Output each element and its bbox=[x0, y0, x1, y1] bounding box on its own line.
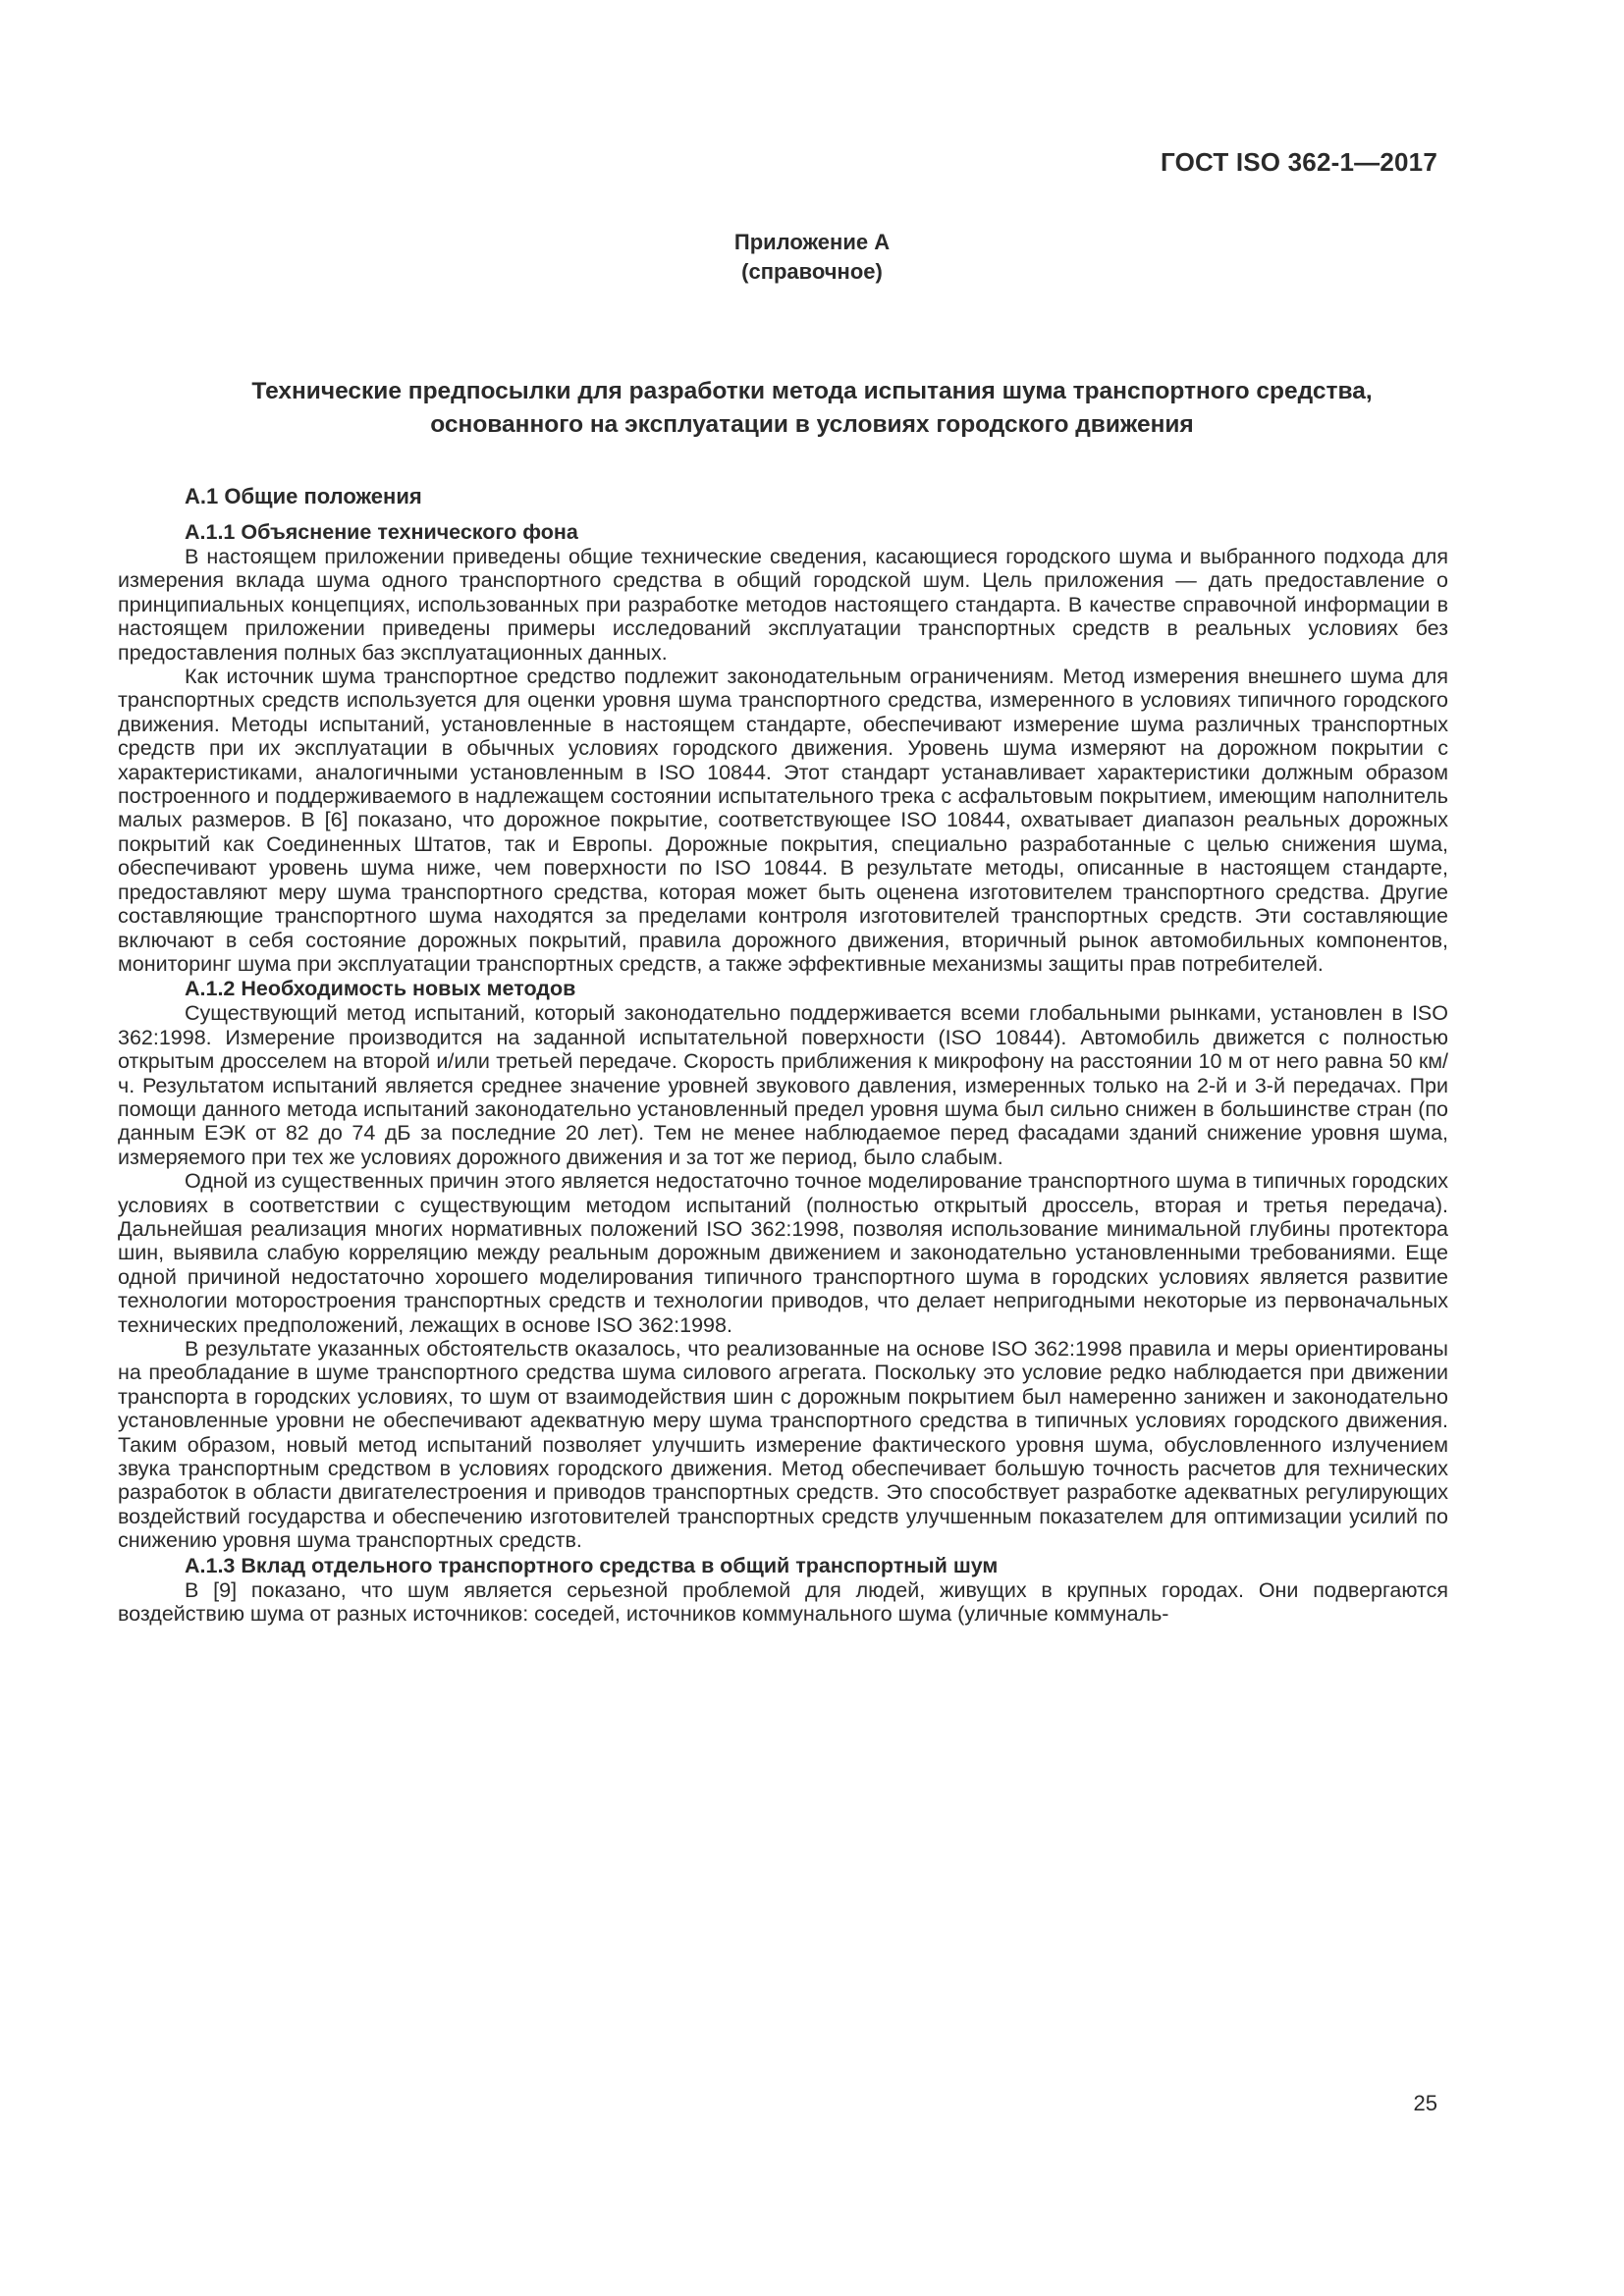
annex-title-line-2: основанного на эксплуатации в условиях городского движения bbox=[430, 411, 1194, 438]
annex-status: (справочное) bbox=[741, 259, 883, 284]
section-a12-heading: А.1.2 Необходимость новых методов bbox=[185, 977, 576, 1001]
paragraph: Существующий метод испытаний, который законодательно поддерживается всеми глобальными рынками, установлен в ISO 362:1998. Измерение производится на заданной испытательной поверхности (ISO 10844). Автомобиль движется с полностью открытым дросселем на второй и/или третьей передаче. Скорость приближения к микрофону на расстоянии 10 м от него равна 50 км/ч. Результатом испытаний является среднее значение уровней звукового давления, измеренных только на 2-й и 3-й передачах. При помощи данного метода испытаний законодательно установленный предел уровня шума был сильно снижен в большинстве стран (по данным ЕЭК от 82 до 74 дБ за последние 20 лет). Тем не менее наблюдаемое перед фасадами зданий снижение уровня шума, измеряемого при тех же условиях дорожного движения и за тот же период, было слабым. bbox=[118, 1001, 1448, 1169]
section-a11-heading: А.1.1 Объяснение технического фона bbox=[185, 520, 578, 544]
paragraph: В [9] показано, что шум является серьезной проблемой для людей, живущих в крупных городах. Они подвергаются воздействию шума от разных источников: соседей, источников коммунального шума (уличные коммуналь- bbox=[118, 1577, 1448, 1627]
annex-title-line-1: Технические предпосылки для разработки метода испытания шума транспортного средства, bbox=[251, 378, 1373, 404]
section-a1-heading: А.1 Общие положения bbox=[185, 484, 422, 508]
section-a13-heading: А.1.3 Вклад отдельного транспортного средства в общий транспортный шум bbox=[185, 1553, 999, 1577]
standard-code: ГОСТ ISO 362-1—2017 bbox=[1160, 147, 1437, 177]
annex-title bbox=[128, 375, 1496, 442]
annex-label: Приложение А bbox=[733, 230, 891, 254]
document-body bbox=[118, 484, 1448, 1626]
paragraph: Как источник шума транспортное средство подлежит законодательным ограничениям. Метод измерения внешнего шума для транспортных средств используется для оценки уровня шума транспортного средства, измеренного в условиях типичного городского движения. Методы испытаний, установленные в настоящем стандарте, обеспечивают измерение шума различных транспортных средств при их эксплуатации в обычных условиях городского движения. Уровень шума измеряют на дорожном покрытии с характеристиками, аналогичными установленным в ISO 10844. Этот стандарт устанавливает характеристики должным образом построенного и поддерживаемого в надлежащем состоянии испытательного трека с асфальтовым покрытием, имеющим наполнитель малых размеров. В [6] показано, что дорожное покрытие, соответствующее ISO 10844, охватывает диапазон реальных дорожных покрытий как Соединенных Штатов, так и Европы. Дорожные покрытия, специально разработанные с целью снижения шума, обеспечивают уровень шума ниже, чем поверхности по ISO 10844. В результате методы, описанные в настоящем стандарте, предоставляют меру шума транспортного средства, которая может быть оценена изготовителем транспортного средства. Другие составляющие транспортного шума находятся за пределами контроля изготовителей транспортных средств. Эти составляющие включают в себя состояние дорожных покрытий, правила дорожного движения, вторичный рынок автомобильных компонентов, мониторинг шума при эксплуатации транспортных средств, а также эффективные механизмы защиты прав потребителей. bbox=[118, 665, 1448, 976]
page-number: 25 bbox=[1413, 2091, 1437, 2115]
annex-heading bbox=[0, 228, 1624, 287]
paragraph: Одной из существенных причин этого является недостаточно точное моделирование транспортного шума в типичных городских условиях в соответствии с существующим методом испытаний (полностью открытый дроссель, вторая и третья передача). Дальнейшая реализация многих нормативных положений ISO 362:1998, позволяя использование минимальной глубины протектора шин, выявила слабую корреляцию между реальным дорожным движением и законодательно установленными требованиями. Еще одной причиной недостаточно хорошего моделирования типичного транспортного шума в городских условиях является развитие технологии моторостроения транспортных средств и технологии приводов, что делает непригодными некоторые из первоначальных технических предположений, лежащих в основе ISO 362:1998. bbox=[118, 1169, 1448, 1337]
paragraph: В результате указанных обстоятельств оказалось, что реализованные на основе ISO 362:1998 правила и меры ориентированы на преобладание в шуме транспортного средства шума силового агрегата. Поскольку это условие редко наблюдается при движении транспорта в городских условиях, то шум от взаимодействия шин с дорожным покрытием был намеренно занижен и законодательно установленные уровни не обеспечивают адекватную меру шума транспортного средства в типичных условиях городского движения. Таким образом, новый метод испытаний позволяет улучшить измерение фактического уровня шума, обусловленного излучением звука транспортным средством в условиях городского движения. Метод обеспечивает большую точность расчетов для технических разработок в области двигателестроения и приводов транспортных средств. Это способствует разработке адекватных регулирующих воздействий государства и обеспечению изготовителей транспортных средств улучшенным показателем для оптимизации усилий по снижению уровня шума транспортных средств. bbox=[118, 1337, 1448, 1553]
paragraph: В настоящем приложении приведены общие технические сведения, касающиеся городского шума и выбранного подхода для измерения вклада шума одного транспортного средства в общий городской шум. Цель приложения — дать предоставление о принципиальных концепциях, использованных при разработке методов настоящего стандарта. В качестве справочной информации в настоящем приложении приведены примеры исследований эксплуатации транспортных средств в реальных условиях без предоставления полных баз эксплуатационных данных. bbox=[118, 545, 1448, 665]
